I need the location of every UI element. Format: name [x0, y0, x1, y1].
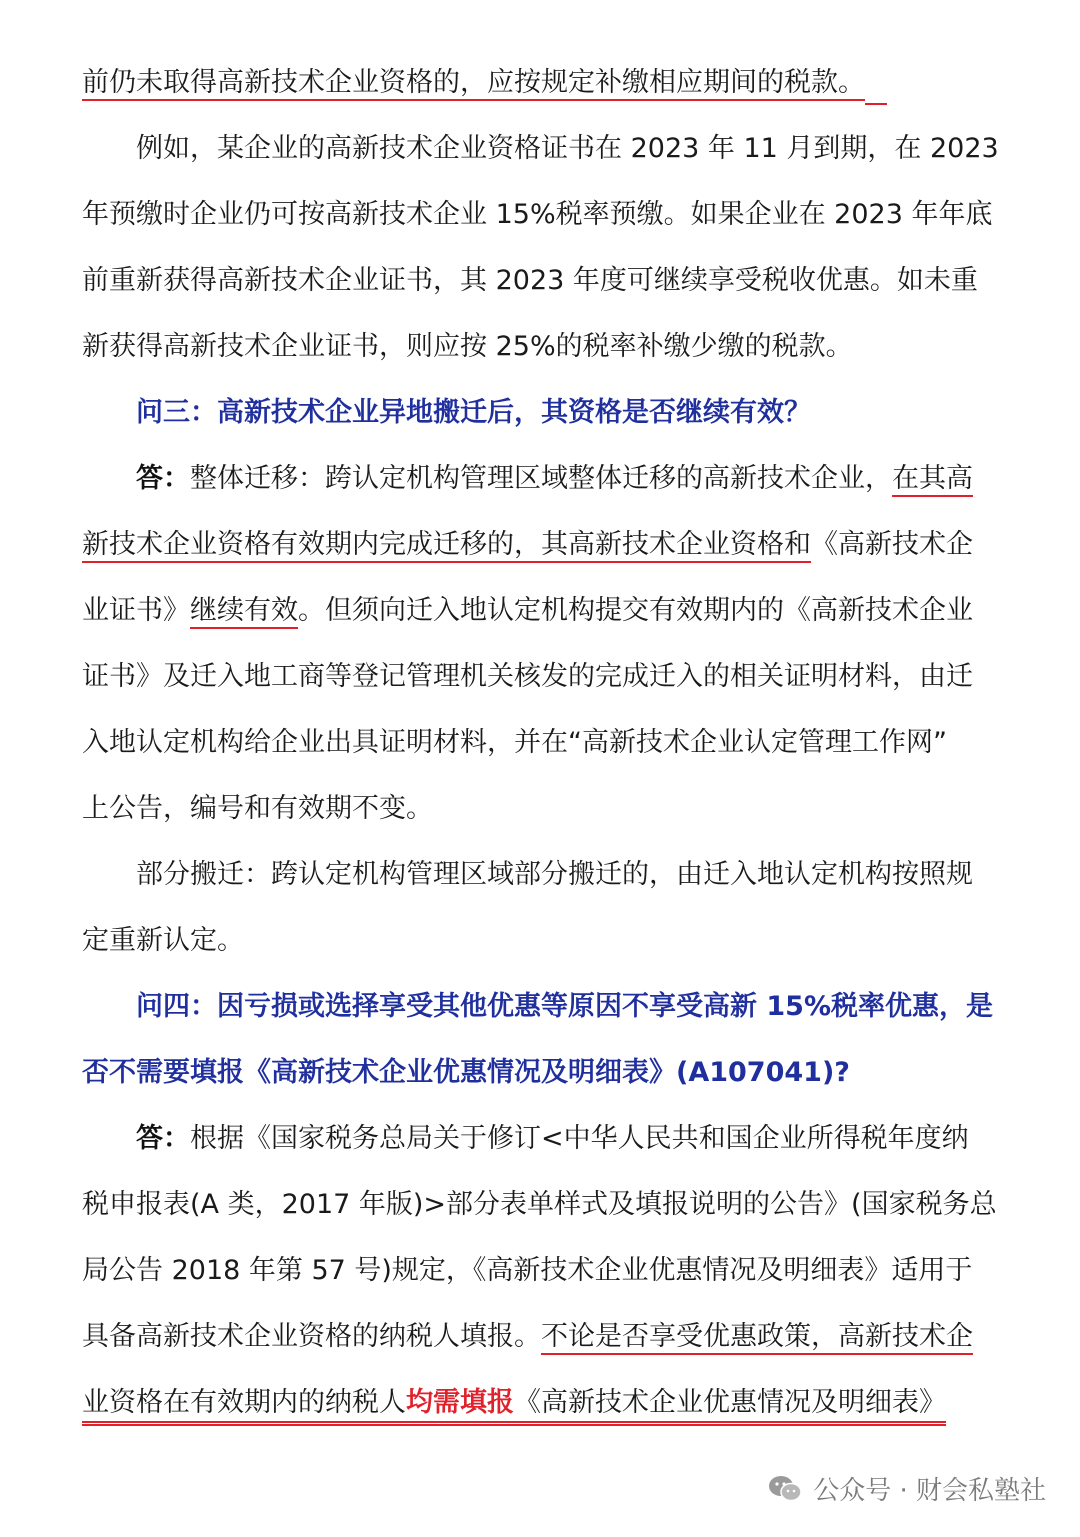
answer-label: 答： [136, 463, 190, 494]
answer-line [82, 578, 973, 644]
answer-text: 《高新技术企 [811, 529, 973, 560]
answer-line: 局公告 2018 年第 57 号)规定，《高新技术企业优惠情况及明细表》适用于 [82, 1255, 973, 1286]
answer-label: 答： [136, 1123, 190, 1154]
answer-line: 入地认定机构给企业出具证明材料，并在“高新技术企业认定管理工作网” [82, 727, 947, 758]
answer-line [82, 512, 973, 578]
question-heading: 否不需要填报《高新技术企业优惠情况及明细表》(A107041)? [82, 1057, 850, 1088]
underlined-text: 继续有效 [190, 595, 298, 626]
underline-tail [865, 103, 887, 105]
answer-text: 业证书》 [82, 595, 190, 626]
answer-line [82, 1370, 970, 1436]
question-heading: 问三：高新技术企业异地搬迁后，其资格是否继续有效？ [136, 397, 811, 428]
watermark [767, 1470, 1046, 1507]
paragraph-line: 例如，某企业的高新技术企业资格证书在 2023 年 11 月到期，在 2023 [136, 133, 999, 164]
document-page [82, 50, 999, 1436]
answer-line: 上公告，编号和有效期不变。 [82, 793, 433, 824]
paragraph-line: 定重新认定。 [82, 925, 244, 956]
underlined-text: 不论是否享受优惠政策，高新技术企 [541, 1321, 973, 1352]
underlined-text: 《高新技术企业优惠情况及明细表》 [514, 1387, 946, 1418]
underlined-text: 业资格在有效期内的纳税人 [82, 1387, 406, 1418]
text-line [82, 50, 970, 116]
answer-line: 税申报表(A 类，2017 年版)>部分表单样式及填报说明的公告》(国家税务总 [82, 1189, 997, 1220]
highlighted-text: 均需填报 [406, 1387, 514, 1418]
answer-line [82, 1106, 970, 1172]
paragraph-line: 前重新获得高新技术企业证书，其 2023 年度可继续享受税收优惠。如未重 [82, 265, 978, 296]
underlined-text: 前仍未取得高新技术企业资格的，应按规定补缴相应期间的税款。 [82, 67, 865, 98]
underlined-text: 新技术企业资格有效期内完成迁移的，其高新技术企业资格和 [82, 529, 811, 560]
answer-text: 根据《国家税务总局关于修订<中华人民共和国企业所得税年度纳 [190, 1123, 969, 1154]
answer-line: 证书》及迁入地工商等登记管理机关核发的完成迁入的相关证明材料，由迁 [82, 661, 973, 692]
answer-text: 。但须向迁入地认定机构提交有效期内的《高新技术企业 [298, 595, 973, 626]
answer-line [82, 446, 973, 512]
answer-text: 具备高新技术企业资格的纳税人填报。 [82, 1321, 541, 1352]
answer-text: 整体迁移：跨认定机构管理区域整体迁移的高新技术企业， [190, 463, 892, 494]
paragraph-line: 年预缴时企业仍可按高新技术企业 15%税率预缴。如果企业在 2023 年年底 [82, 199, 993, 230]
wechat-icon [767, 1474, 803, 1504]
question-heading: 问四：因亏损或选择享受其他优惠等原因不享受高新 15%税率优惠，是 [136, 991, 994, 1022]
paragraph-line: 新获得高新技术企业证书，则应按 25%的税率补缴少缴的税款。 [82, 331, 853, 362]
paragraph-line: 部分搬迁：跨认定机构管理区域部分搬迁的，由迁入地认定机构按照规 [136, 859, 973, 890]
answer-line [82, 1304, 973, 1370]
underlined-text: 在其高 [892, 463, 973, 494]
watermark-text: 公众号 · 财会私塾社 [813, 1476, 1046, 1506]
